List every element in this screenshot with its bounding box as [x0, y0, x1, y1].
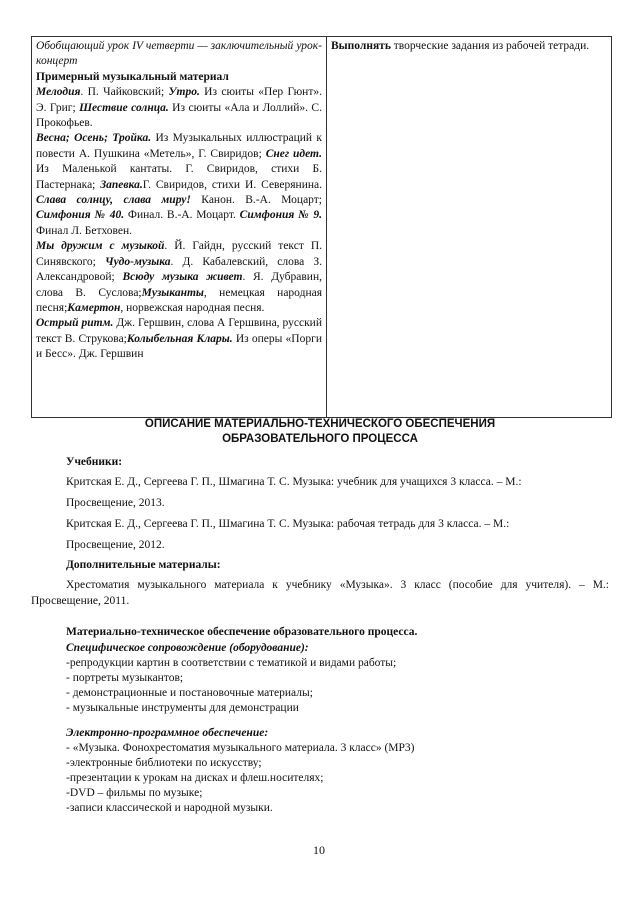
work-title: Снег идет.	[265, 147, 323, 160]
work-text: Из оперы «Порги и Бесс». Дж. Гершвин	[36, 332, 322, 361]
activity-text: творческие задания из рабочей тетради.	[390, 40, 590, 52]
extra-materials-label: Дополнительные материалы:	[66, 559, 221, 571]
work-text: . П. Чайковский;	[80, 86, 169, 99]
work-title: Камертон	[67, 301, 121, 314]
work-title: Мы дружим с музыкой	[36, 240, 165, 253]
mt-title: Материально-техническое обеспечение образовательного процесса.	[66, 626, 418, 638]
work-text: . Й. Гайдн, русский текст П. Синявского;	[36, 240, 322, 268]
work-title: Всюду музыка живет	[122, 271, 243, 284]
work-text: , немецкая народная песня;	[36, 286, 322, 314]
music-material-cell	[32, 37, 327, 418]
work-title: Запевка.	[100, 178, 143, 191]
work-title: Симфония № 40.	[36, 209, 125, 222]
list-item: - «Музыка. Фонохрестоматия музыкального материала. 3 класс» (MP3)	[66, 742, 415, 754]
list-item: - музыкальные инструменты для демонстрации	[66, 702, 299, 714]
work-title: Симфония № 9.	[239, 209, 322, 222]
textbook-entry: Критская Е. Д., Сергеева Г. П., Шмагина Т. С. Музыка: рабочая тетрадь для 3 класса. – М.:	[66, 518, 510, 530]
textbook-entry-cont: Просвещение, 2012.	[66, 539, 165, 551]
work-title: Мелодия	[36, 86, 81, 99]
work-text: . Я. Дубравин, слова В. Суслова;	[36, 271, 322, 299]
work-title: Шествие солнца.	[79, 101, 169, 114]
work-title: Утро.	[168, 86, 200, 99]
work-text: Г. Свиридов, стихи И. Северянина.	[142, 178, 322, 191]
work-text: Канон. В.-А. Моцарт;	[190, 194, 322, 207]
list-item: -записи классической и народной музыки.	[66, 802, 273, 814]
lesson-intro: Обобщающий урок IV четверти — заключительный урок-концерт	[36, 40, 322, 68]
work-title: Чудо-музыка	[105, 255, 171, 268]
work-text: Финал Л. Бетховен.	[36, 224, 133, 237]
list-item: - демонстрационные и постановочные материалы;	[66, 687, 313, 699]
work-text: Из сюиты «Ала и Лоллий». С. Прокофьев.	[36, 101, 322, 130]
work-text: Финал. В.-А. Моцарт.	[124, 209, 240, 222]
extra-materials-text: Хрестоматия музыкального материала к учебнику «Музыка». 3 класс (пособие для учителя). – М.: Просвещение, 2011.	[31, 579, 609, 607]
work-text: Из Маленькой кантаты. Г. Свиридов, стихи Б. Пастернака;	[36, 163, 322, 191]
section-title-line: ОПИСАНИЕ МАТЕРИАЛЬНО-ТЕХНИЧЕСКОГО ОБЕСПЕЧЕНИЯ	[144, 418, 496, 430]
table-row	[32, 37, 612, 418]
textbooks-label: Учебники:	[66, 456, 123, 468]
textbook-entry-cont: Просвещение, 2013.	[66, 497, 165, 509]
list-item: -репродукции картин в соответствии с тематикой и видами работы;	[66, 657, 397, 669]
work-text: Дж. Гершвин, слова А Гершвина, русский текст В. Струкова;	[36, 317, 322, 345]
list-item: -презентации к урокам на дисках и флеш.носителях;	[66, 772, 324, 784]
list-item: -электронные библиотеки по искусству;	[66, 757, 262, 769]
specific-label: Специфическое сопровождение (оборудование):	[66, 642, 309, 654]
work-title: Колыбельная Клары.	[126, 332, 233, 345]
textbook-entry: Критская Е. Д., Сергеева Г. П., Шмагина Т. С. Музыка: учебник для учащихся 3 класса. – М.:	[66, 476, 522, 488]
section-title	[60, 417, 580, 447]
page-number: 10	[313, 843, 325, 857]
list-item: - портреты музыкантов;	[66, 672, 184, 684]
lesson-table	[31, 36, 612, 418]
activity-cell	[327, 37, 612, 418]
activity-verb: Выполнять	[331, 40, 391, 52]
work-title: Слава солнцу, слава миру!	[36, 194, 191, 207]
work-title: Весна; Осень; Тройка.	[36, 132, 152, 145]
work-text: Из сюиты «Пер Гюнт». Э. Григ;	[36, 86, 322, 114]
work-text: , норвежская народная песня.	[120, 301, 265, 314]
work-title: Музыканты	[141, 286, 204, 299]
section-title-line: ОБРАЗОВАТЕЛЬНОГО ПРОЦЕССА	[222, 433, 418, 445]
list-item: -DVD – фильмы по музыке;	[66, 787, 203, 799]
work-title: Острый ритм.	[36, 317, 114, 330]
work-text: Из Музыкальных иллюстраций к повести А. Пушкина «Метель», Г. Свиридов;	[36, 132, 323, 160]
material-heading: Примерный музыкальный материал	[36, 70, 229, 83]
work-text: . Д. Кабалевский, слова З. Александровой;	[36, 255, 323, 284]
electronic-label: Электронно-программное обеспечение:	[66, 727, 269, 739]
